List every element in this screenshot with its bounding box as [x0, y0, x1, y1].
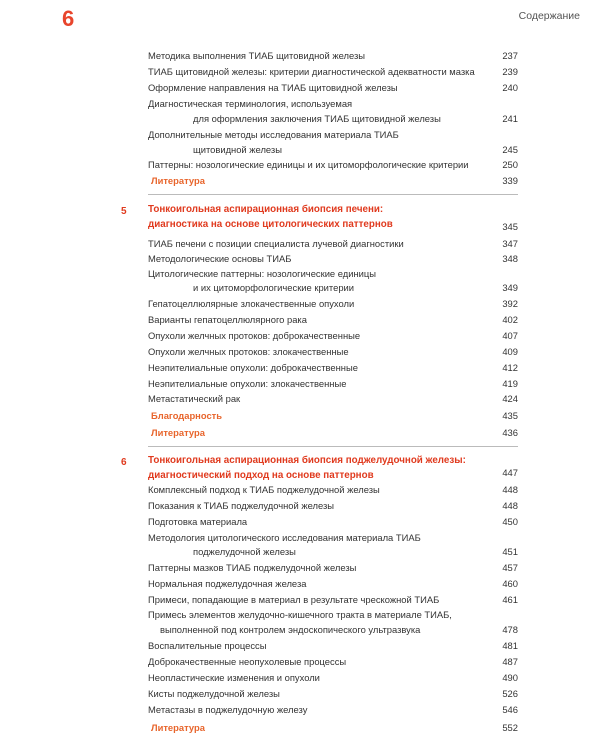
- toc-entry[interactable]: Опухоли желчных протоков: доброкачественные 407: [148, 330, 518, 341]
- toc-entry[interactable]: Нормальная поджелудочная железа 460: [148, 578, 518, 589]
- toc-entry[interactable]: Примесь элементов желудочно-кишечного тракта в материале ТИАБ,: [148, 609, 452, 620]
- toc-entry[interactable]: Подготовка материала 450: [148, 516, 518, 527]
- toc-entry[interactable]: Неэпителиальные опухоли: злокачественные 419: [148, 378, 518, 389]
- section-divider: [148, 194, 518, 195]
- toc-entry-references[interactable]: Литература 339: [151, 175, 518, 186]
- chapter-title-line: Тонкоигольная аспирационная биопсия поджелудочной железы:: [148, 455, 466, 466]
- toc-entry[interactable]: Опухоли желчных протоков: злокачественные 409: [148, 346, 518, 357]
- toc-entry[interactable]: для оформления заключения ТИАБ щитовидной железы 241: [193, 113, 518, 124]
- toc-entry[interactable]: Неопластические изменения и опухоли 490: [148, 672, 518, 683]
- toc-entry[interactable]: Цитологические паттерны: нозологические единицы: [148, 268, 376, 279]
- toc-entry[interactable]: ТИАБ щитовидной железы: критерии диагностической адекватности мазка 239: [148, 66, 518, 77]
- toc-entry[interactable]: ТИАБ печени с позиции специалиста лучевой диагностики 347: [148, 238, 518, 249]
- toc-entry[interactable]: Доброкачественные неопухолевые процессы 487: [148, 656, 518, 667]
- toc-entry[interactable]: Показания к ТИАБ поджелудочной железы 448: [148, 500, 518, 511]
- toc-entry[interactable]: Метастазы в поджелудочную железу 546: [148, 704, 518, 715]
- chapter-number: 6: [121, 457, 127, 468]
- chapter-number: 5: [121, 206, 127, 217]
- toc-entry-acknowledgements[interactable]: Благодарность 435: [151, 410, 518, 421]
- toc-entry[interactable]: Методология цитологического исследования материала ТИАБ: [148, 532, 421, 543]
- chapter-page: 447: [502, 467, 518, 478]
- toc-entry[interactable]: Оформление направления на ТИАБ щитовидной железы 240: [148, 82, 518, 93]
- toc-entry[interactable]: Гепатоцеллюлярные злокачественные опухоли 392: [148, 298, 518, 309]
- toc-entry[interactable]: Комплексный подход к ТИАБ поджелудочной железы 448: [148, 484, 518, 495]
- chapter-title-line: диагностический подход на основе паттернов: [148, 469, 374, 481]
- toc-entry-references[interactable]: Литература 436: [151, 427, 518, 438]
- section-divider: [148, 446, 518, 447]
- chapter-title-line: Тонкоигольная аспирационная биопсия печени:: [148, 204, 384, 215]
- toc-entry[interactable]: Метастатический рак 424: [148, 393, 518, 404]
- toc-entry[interactable]: Неэпителиальные опухоли: доброкачественные 412: [148, 362, 518, 373]
- toc-entry[interactable]: Паттерны: нозологические единицы и их цитоморфологические критерии 250: [148, 159, 518, 170]
- toc-entry[interactable]: Методологические основы ТИАБ 348: [148, 253, 518, 264]
- toc-entry[interactable]: Методика выполнения ТИАБ щитовидной железы 237: [148, 50, 518, 61]
- chapter-title-line: диагностика на основе цитологических паттернов: [148, 218, 393, 230]
- toc-entry[interactable]: щитовидной железы 245: [193, 144, 518, 155]
- running-head: Содержание: [518, 10, 580, 22]
- page-number: 6: [62, 6, 75, 31]
- toc-entry[interactable]: Кисты поджелудочной железы 526: [148, 688, 518, 699]
- toc-entry[interactable]: поджелудочной железы 451: [193, 546, 518, 557]
- toc-entry[interactable]: Варианты гепатоцеллюлярного рака 402: [148, 314, 518, 325]
- toc-entry[interactable]: Воспалительные процессы 481: [148, 640, 518, 651]
- chapter-page: 345: [502, 221, 518, 232]
- toc-entry[interactable]: и их цитоморфологические критерии 349: [193, 282, 518, 293]
- toc-entry[interactable]: Дополнительные методы исследования материала ТИАБ: [148, 129, 399, 140]
- toc-entry-references[interactable]: Литература 552: [151, 722, 518, 733]
- toc-entry[interactable]: Паттерны мазков ТИАБ поджелудочной железы 457: [148, 562, 518, 573]
- toc-entry[interactable]: Примеси, попадающие в материал в результате чрескожной ТИАБ 461: [148, 594, 518, 605]
- toc-entry[interactable]: выполненной под контролем эндоскопического ультразвука 478: [160, 624, 518, 635]
- toc-entry[interactable]: Диагностическая терминология, используемая: [148, 98, 353, 109]
